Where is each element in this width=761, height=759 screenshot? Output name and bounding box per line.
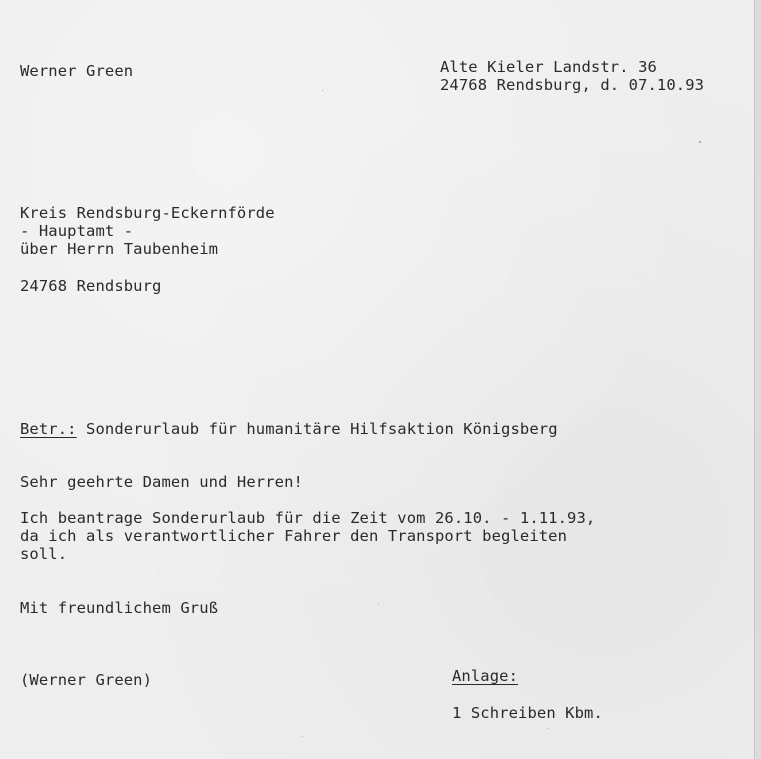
paper-speck bbox=[699, 141, 701, 143]
paper-speck bbox=[378, 604, 379, 605]
paper-speck bbox=[302, 736, 303, 737]
sender-address-line2: 24768 Rendsburg, d. 07.10.93 bbox=[440, 76, 705, 94]
signature-name: (Werner Green) bbox=[20, 671, 153, 689]
subject-line bbox=[20, 419, 558, 440]
subject-label: Betr.: bbox=[20, 420, 77, 438]
enclosure-item: 1 Schreiben Kbm. bbox=[452, 704, 603, 722]
body-line3: soll. bbox=[20, 545, 68, 563]
paper-speck bbox=[322, 90, 323, 91]
closing: Mit freundlichem Gruß bbox=[20, 599, 219, 617]
salutation: Sehr geehrte Damen und Herren! bbox=[20, 473, 303, 491]
paper-speck bbox=[548, 728, 549, 729]
recipient-city: 24768 Rendsburg bbox=[20, 277, 162, 295]
sender-address-line1: Alte Kieler Landstr. 36 bbox=[440, 58, 657, 76]
body-line2: da ich als verantwortlicher Fahrer den Transport begleiten bbox=[20, 527, 568, 545]
recipient-line1: Kreis Rendsburg-Eckernförde bbox=[20, 204, 275, 222]
body-line1: Ich beantrage Sonderurlaub für die Zeit vom 26.10. - 1.11.93, bbox=[20, 509, 596, 527]
page-edge bbox=[754, 0, 761, 759]
recipient-line3: über Herrn Taubenheim bbox=[20, 240, 219, 258]
recipient-line2: - Hauptamt - bbox=[20, 222, 134, 240]
subject-text: Sonderurlaub für humanitäre Hilfsaktion Königsberg bbox=[86, 420, 558, 438]
enclosure-label: Anlage: bbox=[452, 667, 519, 685]
sender-name: Werner Green bbox=[20, 62, 134, 80]
